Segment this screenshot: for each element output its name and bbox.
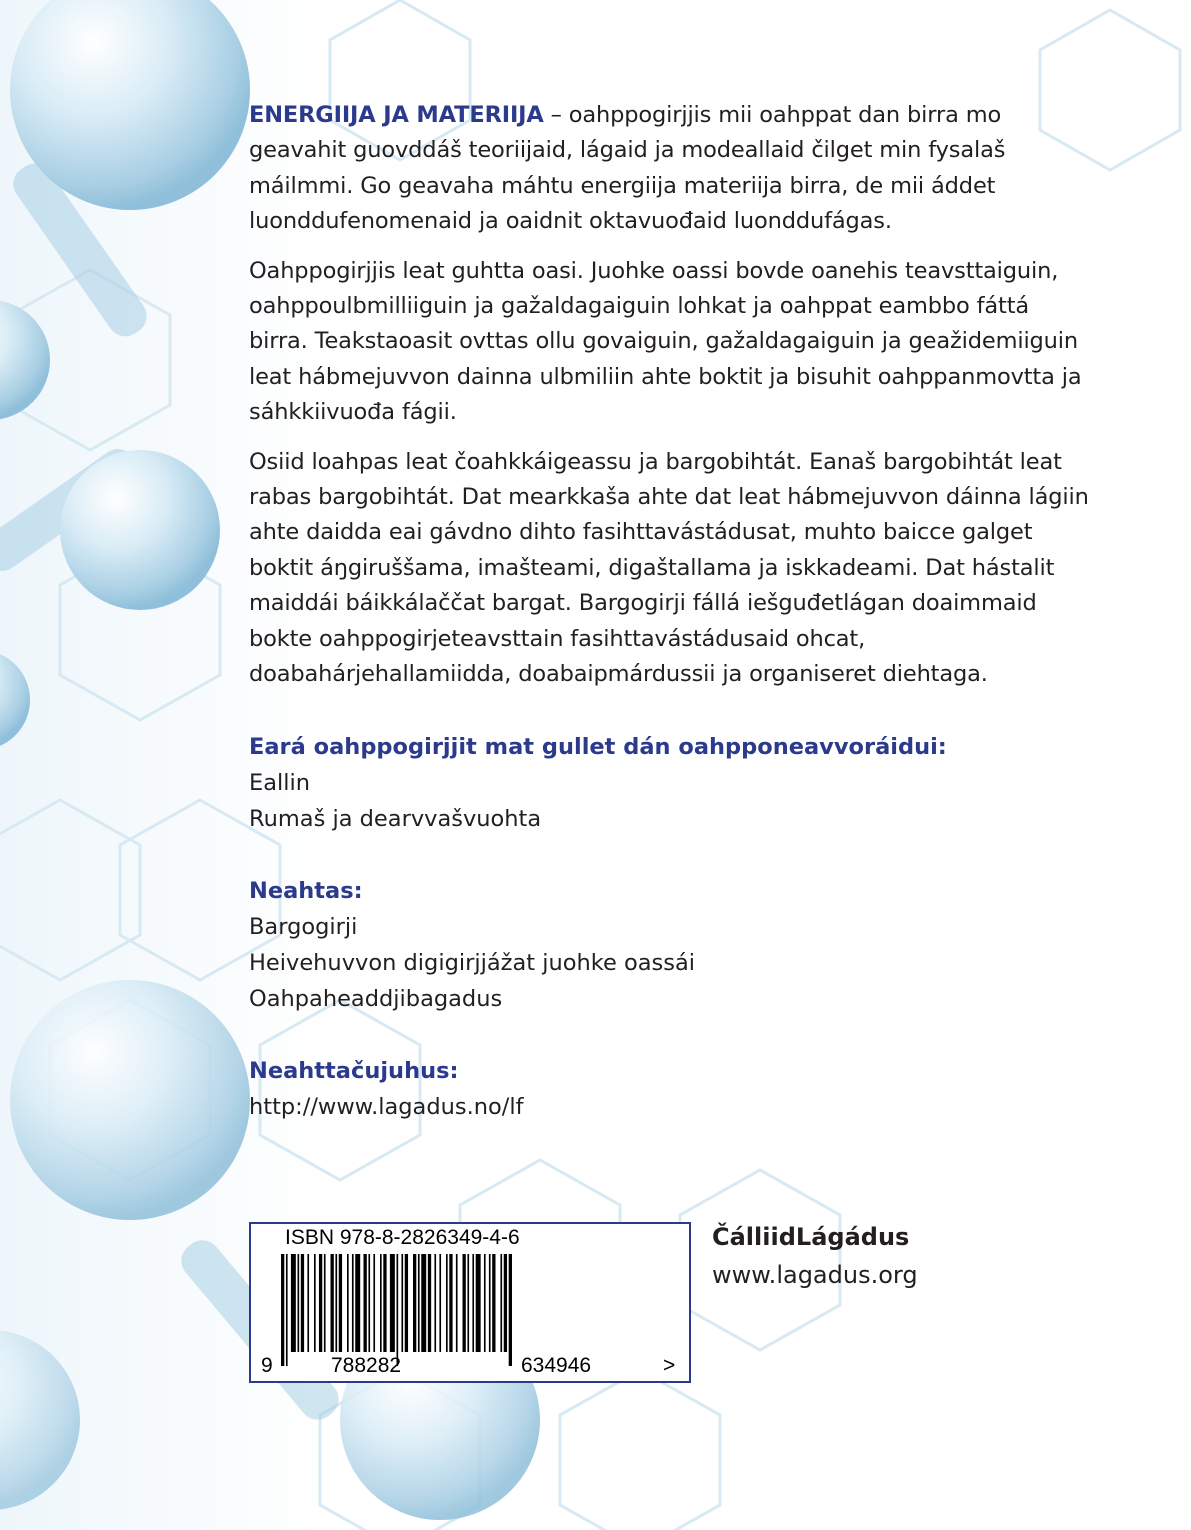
- barcode-lead-digit: 9: [261, 1354, 273, 1377]
- barcode-right-digits: 634946: [521, 1354, 592, 1377]
- barcode-bar: [439, 1254, 441, 1352]
- online-section: [249, 873, 1089, 1017]
- barcode-bar: [504, 1254, 507, 1352]
- barcode-bar: [281, 1254, 284, 1366]
- barcode-bar: [492, 1254, 495, 1352]
- barcode-bar: [489, 1254, 491, 1352]
- online-item: Bargogirji: [249, 913, 358, 940]
- isbn-barcode: [249, 1222, 691, 1383]
- description-paragraph: Oahppogirjjis leat guhtta oasi. Juohke oassi bovde oanehis teavsttaiguin, oahppoulbmilliiguin ja gažaldagaiguin lohkat ja oahppat eambbo fáttá birra. Teakstaoasit ovttas ollu govaiguin, gažaldagaiguin ja geažidemiiguin leat hábmejuvvon dainna ulbmiliin ahte boktit ja bisuhit oahppanmovtta ja sáhkkiivuođa fágii.: [249, 257, 1082, 426]
- barcode-bar: [434, 1254, 436, 1352]
- barcode-bar: [500, 1254, 502, 1352]
- other-book-item: Rumaš ja dearvvašvuohta: [249, 805, 542, 832]
- barcode-bar: [463, 1254, 466, 1352]
- barcode-bar: [428, 1254, 431, 1352]
- online-item: Oahpaheaddjibagadus: [249, 985, 503, 1012]
- online-item: Heivehuvvon digigirjjážat juohke oassái: [249, 949, 696, 976]
- intro-paragraph: [249, 98, 1089, 240]
- online-address-title: Neahttačujuhus:: [249, 1057, 459, 1084]
- other-books-section: [249, 729, 1089, 837]
- other-book-item: Eallin: [249, 769, 311, 796]
- barcode-bar: [383, 1254, 386, 1352]
- online-address-link[interactable]: http://www.lagadus.no/lf: [249, 1093, 524, 1120]
- barcode-bar: [355, 1254, 360, 1352]
- barcode-bar: [339, 1254, 342, 1352]
- barcode-left-digits: 788282: [331, 1354, 402, 1377]
- book-title-lead: ENERGIIJA JA MATERIIJA: [249, 102, 544, 128]
- barcode-bar: [298, 1254, 300, 1352]
- barcode-bar: [314, 1254, 316, 1352]
- other-books-title: Eará oahppogirjjit mat gullet dán oahpponeavvoráidui:: [249, 733, 947, 760]
- publisher-block: [712, 1218, 918, 1294]
- barcode-bar: [331, 1254, 334, 1352]
- barcode-bar: [446, 1254, 448, 1352]
- online-title: Neahtas:: [249, 877, 363, 904]
- barcode-bar: [484, 1254, 486, 1352]
- barcode-bar: [449, 1254, 452, 1352]
- barcode-bar: [472, 1254, 474, 1352]
- publisher-name: ČálliidLágádus: [712, 1223, 910, 1251]
- barcode-bar: [456, 1254, 458, 1352]
- barcode-bar: [467, 1254, 469, 1352]
- barcode-bar: [413, 1254, 416, 1352]
- barcode-bar: [307, 1254, 309, 1352]
- barcode-bar: [319, 1254, 322, 1352]
- barcode-bar: [380, 1254, 382, 1352]
- barcode-bar: [364, 1254, 367, 1352]
- barcode-bar: [421, 1254, 426, 1352]
- barcode-bar: [291, 1254, 296, 1352]
- barcode-bar: [347, 1254, 349, 1352]
- barcode-bar: [405, 1254, 408, 1352]
- back-cover-text: [249, 98, 1089, 1125]
- publisher-url[interactable]: www.lagadus.org: [712, 1261, 918, 1289]
- barcode-bar: [390, 1254, 395, 1352]
- barcode-bar: [373, 1254, 375, 1352]
- barcode-bar: [397, 1254, 399, 1366]
- barcode-marker: >: [663, 1354, 676, 1377]
- barcode-bar: [335, 1254, 337, 1352]
- intro-text: – oahppogirjjis mii oahppat dan birra mo geavahit guovddáš teoriijaid, lágaid ja modeallaid čilget min fysalaš máilmmi. Go geavaha máhtu energiija materiija birra, de mii áddet luonddufenomenaid ja oaidnit oktavuođaid luonddufágas.: [249, 102, 1006, 235]
- barcode-bar: [286, 1254, 288, 1366]
- barcode-bar: [509, 1254, 512, 1366]
- exercises-paragraph: Osiid loahpas leat čoahkkáigeassu ja bargobihtát. Eanaš bargobihtát leat rabas bargobihtát. Dat mearkkaša ahte dat leat hábmejuvvon dáinna lágiin ahte daidda eai gávdno dihto fasihttavástádusat, muhto baicce galget boktit áŋgiruššama, imašteami, digaštallama ja iskkadeami. Dat hástalit maiddái báikkálaččat bargat. Bargogirji fállá iešguđetlágan doaimmaid bokte oahppogirjeteavsttain fasihttavástádusaid ohcat, doabahárjehallamiidda, doabaipmárdussii ja organiseret diehtaga.: [249, 448, 1089, 688]
- online-address-section: [249, 1053, 1089, 1125]
- barcode-bars: [279, 1254, 659, 1366]
- barcode-bar: [368, 1254, 370, 1352]
- isbn-number: ISBN 978-8-2826349-4-6: [285, 1226, 520, 1249]
- barcode-bar: [476, 1254, 481, 1352]
- barcode-bar: [401, 1254, 403, 1352]
- barcode-bar: [324, 1254, 326, 1352]
- barcode-bar: [352, 1254, 354, 1352]
- barcode-bar: [301, 1254, 304, 1352]
- barcode-bar: [418, 1254, 420, 1352]
